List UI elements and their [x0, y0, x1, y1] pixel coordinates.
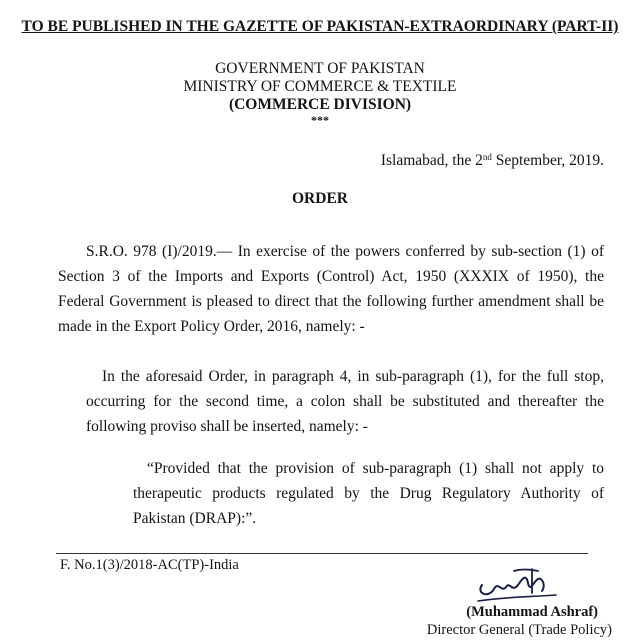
paragraph-amendment: In the aforesaid Order, in paragraph 4, in sub-paragraph (1), for the full stop, occurring for the second time, a colon shall be substituted and thereafter the following proviso shall be inserted, namely: -: [86, 368, 604, 435]
signatory-name: (Muhammad Ashraf): [466, 604, 598, 620]
gazette-heading: TO BE PUBLISHED IN THE GAZETTE OF PAKISTAN-EXTRAORDINARY (PART-II): [21, 18, 619, 35]
heading-separator: ***: [311, 113, 329, 127]
date-ordinal: nd: [482, 152, 492, 162]
division-heading: (COMMERCE DIVISION): [228, 96, 412, 113]
place-date-prefix: Islamabad, the 2: [380, 152, 483, 169]
paragraph-sro: S.R.O. 978 (I)/2019.— In exercise of the powers conferred by sub-section (1) of Section 3 of the Imports and Exports (Control) Act, 1950 (XXXIX of 1950), the Federal Government is pleased to direct that the following further amendment shall be made in the Export Policy Order, 2016, namely: -: [58, 243, 604, 335]
government-heading: GOVERNMENT OF PAKISTAN: [215, 60, 425, 77]
file-number: F. No.1(3)/2018-AC(TP)-India: [60, 557, 239, 573]
signatory-designation: Director General (Trade Policy): [426, 622, 612, 638]
signature-image: [474, 563, 560, 607]
paragraph-proviso: “Provided that the provision of sub-paragraph (1) shall not apply to therapeutic products regulated by the Drug Regulatory Authority of Pakistan (DRAP):”.: [133, 460, 604, 527]
order-title: ORDER: [292, 190, 348, 207]
footer-divider: [56, 553, 588, 554]
ministry-heading: MINISTRY OF COMMERCE & TEXTILE: [183, 78, 457, 95]
place-date-suffix: September, 2019.: [491, 152, 604, 169]
place-date: [381, 152, 604, 170]
